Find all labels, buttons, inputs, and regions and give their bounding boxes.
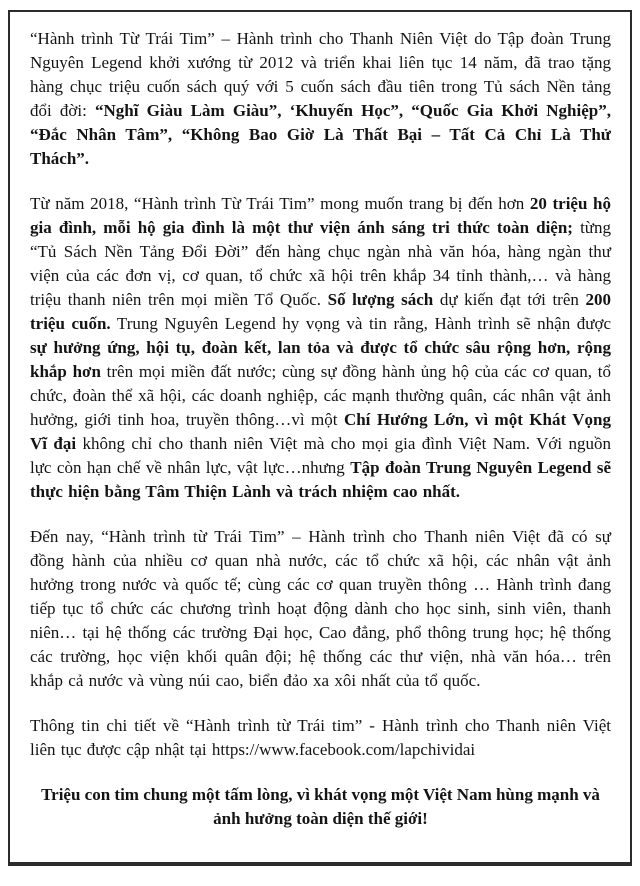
text-run-bold: 200 triệu cuốn. — [30, 290, 617, 333]
paragraph-intro — [30, 27, 617, 171]
text-run: dự kiến đạt tới trên — [433, 290, 586, 309]
paragraph-mission — [30, 192, 617, 504]
text-run: “Hành trình Từ Trái Tim” – Hành trình cho Thanh Niên Việt do Tập đoàn Trung Nguyên Legend khởi xướng từ 2012 và triển khai liên tục 14 năm, đã trao tặng hàng chục triệu cuốn sách quý với 5 cuốn sách đầu tiên trong Tủ sách Nền tảng đổi đời: — [30, 29, 617, 120]
text-run: Thông tin chi tiết về “Hành trình từ Trái tim” - Hành trình cho Thanh niên Việt liên tục được cập nhật tại — [30, 716, 617, 759]
text-run: không chỉ cho thanh niên Việt mà cho mọi gia đình Việt Nam. Với nguồn lực còn hạn chế về nhân lực, vật lực…nhưng — [30, 434, 617, 477]
slogan-text: Triệu con tim chung một tấm lòng, vì khát vọng một Việt Nam hùng mạnh và ảnh hưởng toàn diện thế giới! — [41, 785, 605, 828]
text-run-bold: Tập đoàn Trung Nguyên Legend sẽ thực hiện bằng Tâm Thiện Lành và trách nhiệm cao nhất. — [30, 458, 617, 501]
book-titles-bold: “Nghĩ Giàu Làm Giàu”, ‘Khuyến Học”, “Quốc Gia Khởi Nghiệp”, “Đắc Nhân Tâm”, “Không Bao Giờ Là Thất Bại – Tất Cả Chỉ Là Thử Thách”. — [30, 101, 617, 168]
text-run: Đến nay, “Hành trình từ Trái Tim” – Hành trình cho Thanh niên Việt đã có sự đồng hành của nhiều cơ quan nhà nước, các tổ chức xã hội, các nhân vật ảnh hưởng trong nước và quốc tế; cùng các cơ quan truyền thông … Hành trình đang tiếp tục tổ chức các chương trình hoạt động dành cho học sinh, sinh viên, thanh niên… tại hệ thống các trường Đại học, Cao đẳng, phổ thông trung học; hệ thống các trường, học viện khối quân đội; hệ thống các thư viện, nhà văn hóa… trên khắp cả nước và vùng núi cao, biển đảo xa xôi nhất của tổ quốc. — [30, 527, 617, 690]
paragraph-slogan — [30, 783, 611, 831]
text-run-bold: 20 triệu hộ gia đình, mỗi hộ gia đình là một thư viện ánh sáng tri thức toàn diện; — [30, 194, 617, 237]
document-page — [8, 10, 632, 866]
paragraph-info — [30, 714, 617, 762]
text-run-bold: sự hưởng ứng, hội tụ, đoàn kết, lan tỏa và được tổ chức sâu rộng hơn, rộng khắp hơn — [30, 338, 617, 381]
text-run: Trung Nguyên Legend hy vọng và tin rằng, Hành trình sẽ nhận được — [110, 314, 617, 333]
paragraph-progress — [30, 525, 617, 693]
text-run: từng “Tủ Sách Nền Tảng Đổi Đời” đến hàng chục ngàn nhà văn hóa, hàng ngàn thư viện của các đơn vị, cơ quan, tổ chức xã hội trên khắp 34 tỉnh thành,… và hàng triệu thanh niên trên mọi miền Tổ Quốc. — [30, 218, 617, 309]
text-run-bold: Số lượng sách — [327, 290, 434, 309]
text-run: trên mọi miền đất nước; cùng sự đồng hành ủng hộ của các cơ quan, tổ chức, đoàn thể xã hội, các doanh nghiệp, các mạnh thường quân, các nhân vật ảnh hưởng, giới tinh hoa, truyền thông…vì một — [30, 362, 617, 429]
text-run-bold: Chí Hướng Lớn, vì một Khát Vọng Vĩ đại — [30, 410, 616, 453]
facebook-url: https://www.facebook.com/lapchividai — [211, 740, 476, 759]
text-run: Từ năm 2018, “Hành trình Từ Trái Tim” mong muốn trang bị đến hơn — [30, 194, 530, 213]
